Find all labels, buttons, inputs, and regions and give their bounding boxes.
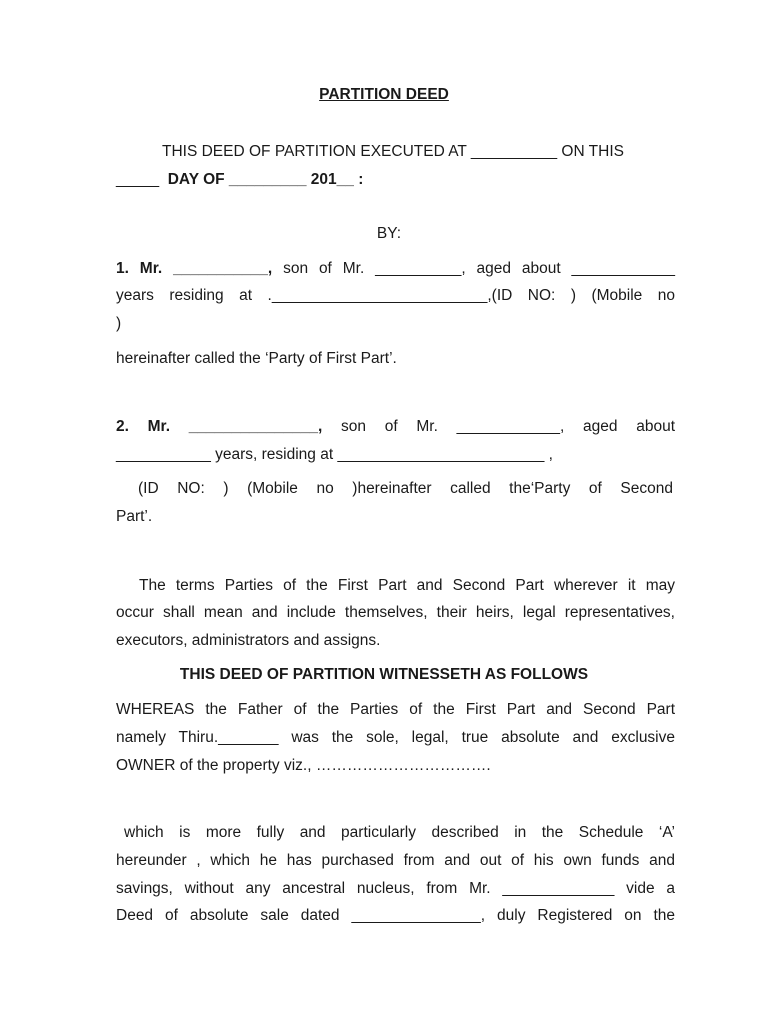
party2-number: 2. Mr. _______________, xyxy=(116,418,323,435)
party2-line-1-rest: son of Mr. ____________, aged about xyxy=(341,418,676,435)
which-line-4: Deed of absolute sale dated _______________, duly Registered on the xyxy=(116,907,675,924)
whereas-line-3: OWNER of the property viz., ……………………………. xyxy=(116,757,491,774)
party1-line-3: ) xyxy=(116,315,122,332)
whereas-line-2: namely Thiru._______ was the sole, legal, true absolute and exclusive xyxy=(116,729,675,746)
intro-date: DAY OF _________ 201__ : xyxy=(167,171,364,188)
party1-line-1 xyxy=(116,260,675,278)
terms-line-3: executors, administrators and assigns. xyxy=(116,632,381,649)
party1-number: 1. Mr. ___________, xyxy=(116,260,273,277)
which-line-3: savings, without any ancestral nucleus, from Mr. _____________ vide a xyxy=(116,880,675,897)
intro-line-1: THIS DEED OF PARTITION EXECUTED AT __________ ON THIS xyxy=(162,143,624,160)
party2-line-2: ___________ years, residing at ________________________ , xyxy=(116,446,553,463)
which-line-2: hereunder , which he has purchased from and out of his own funds and xyxy=(116,852,675,869)
party1-line-2: years residing at ._________________________,(ID NO: ) (Mobile no xyxy=(116,287,675,304)
terms-line-1: The terms Parties of the First Part and Second Part wherever it may xyxy=(139,577,675,594)
party1-line-4: hereinafter called the ‘Party of First Part’. xyxy=(116,350,397,367)
which-line-1: which is more fully and particularly described in the Schedule ‘A’ xyxy=(124,824,675,841)
terms-line-2: occur shall mean and include themselves, their heirs, legal representatives, xyxy=(116,604,675,621)
intro-blank: _____ xyxy=(116,171,160,188)
document-title: PARTITION DEED xyxy=(319,86,449,103)
intro-line-2 xyxy=(116,171,363,189)
party2-line-1 xyxy=(116,418,675,436)
by-label: BY: xyxy=(376,225,402,242)
whereas-line-1: WHEREAS the Father of the Parties of the First Part and Second Part xyxy=(116,701,675,718)
party2-line-3: (ID NO: ) (Mobile no )hereinafter called the‘Party of Second xyxy=(138,480,673,497)
witness-heading: THIS DEED OF PARTITION WITNESSETH AS FOLLOWS xyxy=(179,666,589,683)
party1-line-1-rest: son of Mr. __________, aged about ____________ xyxy=(283,260,675,277)
party2-line-4: Part’. xyxy=(116,508,153,525)
